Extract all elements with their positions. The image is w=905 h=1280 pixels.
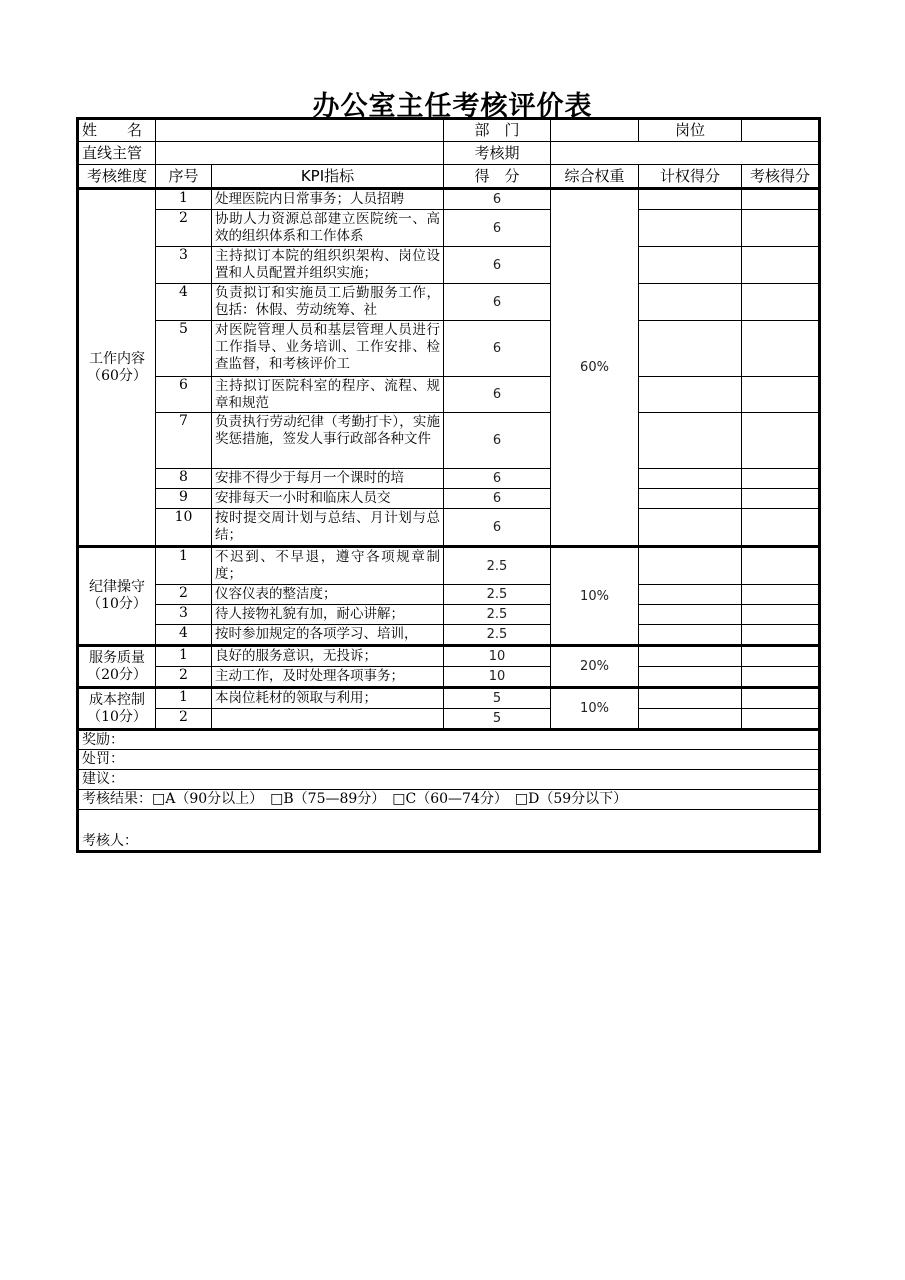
weighted-score-field[interactable]: [639, 189, 742, 210]
kpi-cell: 安排每天一小时和临床人员交: [212, 489, 444, 509]
kpi-row: [78, 605, 820, 625]
score-cell: 6: [444, 284, 551, 321]
kpi-cell: 安排不得少于每月一个课时的培: [212, 469, 444, 489]
score-cell: 2.5: [444, 625, 551, 646]
final-score-field[interactable]: [742, 547, 820, 585]
seq-cell: 1: [156, 688, 212, 709]
weighted-score-field[interactable]: [639, 509, 742, 547]
final-score-field[interactable]: [742, 625, 820, 646]
kpi-row: [78, 284, 820, 321]
weighted-score-field[interactable]: [639, 489, 742, 509]
weight-cell: 10%: [551, 547, 639, 646]
result-row: [78, 790, 820, 810]
final-score-field[interactable]: [742, 709, 820, 730]
weighted-score-field[interactable]: [639, 284, 742, 321]
seq-cell: 1: [156, 646, 212, 667]
kpi-cell: 处理医院内日常事务；人员招聘: [212, 189, 444, 210]
weighted-score-field[interactable]: [639, 667, 742, 688]
kpi-row: [78, 625, 820, 646]
kpi-row: [78, 667, 820, 688]
kpi-row: [78, 709, 820, 730]
kpi-cell: 负责拟订和实施员工后勤服务工作，包括：休假、劳动统筹、社: [212, 284, 444, 321]
dimension-cell: 工作内容 （60分）: [78, 189, 156, 547]
dimension-cell: 纪律操守 （10分）: [78, 547, 156, 646]
kpi-cell: [212, 709, 444, 730]
score-cell: 6: [444, 377, 551, 413]
final-score-field[interactable]: [742, 667, 820, 688]
score-cell: 5: [444, 709, 551, 730]
kpi-cell: 待人接物礼貌有加，耐心讲解；: [212, 605, 444, 625]
score-cell: 5: [444, 688, 551, 709]
period-field[interactable]: [551, 142, 820, 165]
score-cell: 2.5: [444, 547, 551, 585]
score-cell: 2.5: [444, 585, 551, 605]
col-final: 考核得分: [742, 165, 820, 189]
final-score-field[interactable]: [742, 646, 820, 667]
assessor-field[interactable]: 考核人：: [78, 810, 820, 852]
final-score-field[interactable]: [742, 489, 820, 509]
kpi-cell: 主持拟订本院的组织织架构、岗位设置和人员配置并组织实施；: [212, 247, 444, 284]
seq-cell: 2: [156, 585, 212, 605]
final-score-field[interactable]: [742, 284, 820, 321]
kpi-row: [78, 189, 820, 210]
score-cell: 6: [444, 189, 551, 210]
weighted-score-field[interactable]: [639, 413, 742, 469]
name-label: 姓 名: [78, 119, 156, 142]
seq-cell: 5: [156, 321, 212, 377]
final-score-field[interactable]: [742, 321, 820, 377]
weight-cell: 10%: [551, 688, 639, 730]
score-cell: 6: [444, 469, 551, 489]
name-field[interactable]: [156, 119, 444, 142]
kpi-row: [78, 413, 820, 469]
dimension-cell: 成本控制 （10分）: [78, 688, 156, 730]
col-weighted: 计权得分: [639, 165, 742, 189]
weighted-score-field[interactable]: [639, 247, 742, 284]
weighted-score-field[interactable]: [639, 585, 742, 605]
col-kpi: KPI指标: [212, 165, 444, 189]
final-score-field[interactable]: [742, 247, 820, 284]
weighted-score-field[interactable]: [639, 210, 742, 247]
final-score-field[interactable]: [742, 688, 820, 709]
kpi-row: [78, 377, 820, 413]
score-cell: 10: [444, 667, 551, 688]
score-cell: 6: [444, 247, 551, 284]
assessor-row: [78, 810, 820, 852]
supervisor-field[interactable]: [156, 142, 444, 165]
kpi-cell: 对医院管理人员和基层管理人员进行工作指导、业务培训、工作安排、检查监督，和考核评价工: [212, 321, 444, 377]
kpi-cell: 良好的服务意识，无投诉；: [212, 646, 444, 667]
reward-row: [78, 730, 820, 750]
kpi-cell: 协助人力资源总部建立医院统一、高效的组织体系和工作体系: [212, 210, 444, 247]
kpi-cell: 负责执行劳动纪律（考勤打卡），实施奖惩措施，签发人事行政部各种文件: [212, 413, 444, 469]
kpi-row: [78, 469, 820, 489]
kpi-cell: 按时参加规定的各项学习、培训，: [212, 625, 444, 646]
weighted-score-field[interactable]: [639, 625, 742, 646]
seq-cell: 2: [156, 709, 212, 730]
seq-cell: 3: [156, 247, 212, 284]
post-label: 岗位: [639, 119, 742, 142]
col-dimension: 考核维度: [78, 165, 156, 189]
weighted-score-field[interactable]: [639, 377, 742, 413]
dept-label: 部 门: [444, 119, 551, 142]
seq-cell: 4: [156, 284, 212, 321]
penalty-row: [78, 750, 820, 770]
seq-cell: 1: [156, 189, 212, 210]
seq-cell: 2: [156, 210, 212, 247]
weight-cell: 60%: [551, 189, 639, 547]
final-score-field[interactable]: [742, 509, 820, 547]
seq-cell: 8: [156, 469, 212, 489]
seq-cell: 7: [156, 413, 212, 469]
kpi-row: [78, 646, 820, 667]
evaluation-table: [76, 117, 821, 853]
seq-cell: 6: [156, 377, 212, 413]
seq-cell: 10: [156, 509, 212, 547]
col-seq: 序号: [156, 165, 212, 189]
kpi-cell: 仪容仪表的整洁度；: [212, 585, 444, 605]
kpi-row: [78, 321, 820, 377]
weighted-score-field[interactable]: [639, 709, 742, 730]
column-header-row: [78, 165, 820, 189]
kpi-cell: 本岗位耗材的领取与利用；: [212, 688, 444, 709]
kpi-cell: 按时提交周计划与总结、月计划与总结；: [212, 509, 444, 547]
kpi-cell: 主持拟订医院科室的程序、流程、规章和规范: [212, 377, 444, 413]
final-score-field[interactable]: [742, 413, 820, 469]
seq-cell: 9: [156, 489, 212, 509]
header-row-supervisor: [78, 142, 820, 165]
seq-cell: 4: [156, 625, 212, 646]
final-score-field[interactable]: [742, 377, 820, 413]
post-field[interactable]: [742, 119, 820, 142]
score-cell: 6: [444, 509, 551, 547]
col-score: 得 分: [444, 165, 551, 189]
suggestion-row: [78, 770, 820, 790]
final-score-field[interactable]: [742, 189, 820, 210]
kpi-row: [78, 688, 820, 709]
dept-field[interactable]: [551, 119, 639, 142]
kpi-cell: 不迟到、不早退，遵守各项规章制度；: [212, 547, 444, 585]
score-cell: 6: [444, 210, 551, 247]
weighted-score-field[interactable]: [639, 547, 742, 585]
seq-cell: 1: [156, 547, 212, 585]
kpi-cell: 主动工作，及时处理各项事务；: [212, 667, 444, 688]
result-field[interactable]: 考核结果：□A（90分以上） □B（75—89分） □C（60—74分） □D（59分以下）: [78, 790, 820, 810]
weighted-score-field[interactable]: [639, 469, 742, 489]
final-score-field[interactable]: [742, 469, 820, 489]
seq-cell: 2: [156, 667, 212, 688]
supervisor-label: 直线主管: [78, 142, 156, 165]
suggestion-field[interactable]: 建议：: [78, 770, 820, 790]
penalty-field[interactable]: 处罚：: [78, 750, 820, 770]
score-cell: 6: [444, 489, 551, 509]
kpi-row: [78, 585, 820, 605]
weight-cell: 20%: [551, 646, 639, 688]
weighted-score-field[interactable]: [639, 688, 742, 709]
weighted-score-field[interactable]: [639, 321, 742, 377]
period-label: 考核期: [444, 142, 551, 165]
kpi-row: [78, 509, 820, 547]
seq-cell: 3: [156, 605, 212, 625]
score-cell: 6: [444, 321, 551, 377]
header-row-name: [78, 119, 820, 142]
weighted-score-field[interactable]: [639, 605, 742, 625]
page-title: 办公室主任考核评价表: [312, 91, 593, 122]
final-score-field[interactable]: [742, 210, 820, 247]
dimension-cell: 服务质量 （20分）: [78, 646, 156, 688]
kpi-row: [78, 547, 820, 585]
reward-field[interactable]: 奖励：: [78, 730, 820, 750]
final-score-field[interactable]: [742, 605, 820, 625]
kpi-row: [78, 247, 820, 284]
kpi-row: [78, 210, 820, 247]
score-cell: 10: [444, 646, 551, 667]
score-cell: 6: [444, 413, 551, 469]
final-score-field[interactable]: [742, 585, 820, 605]
kpi-row: [78, 489, 820, 509]
weighted-score-field[interactable]: [639, 646, 742, 667]
col-weight: 综合权重: [551, 165, 639, 189]
score-cell: 2.5: [444, 605, 551, 625]
